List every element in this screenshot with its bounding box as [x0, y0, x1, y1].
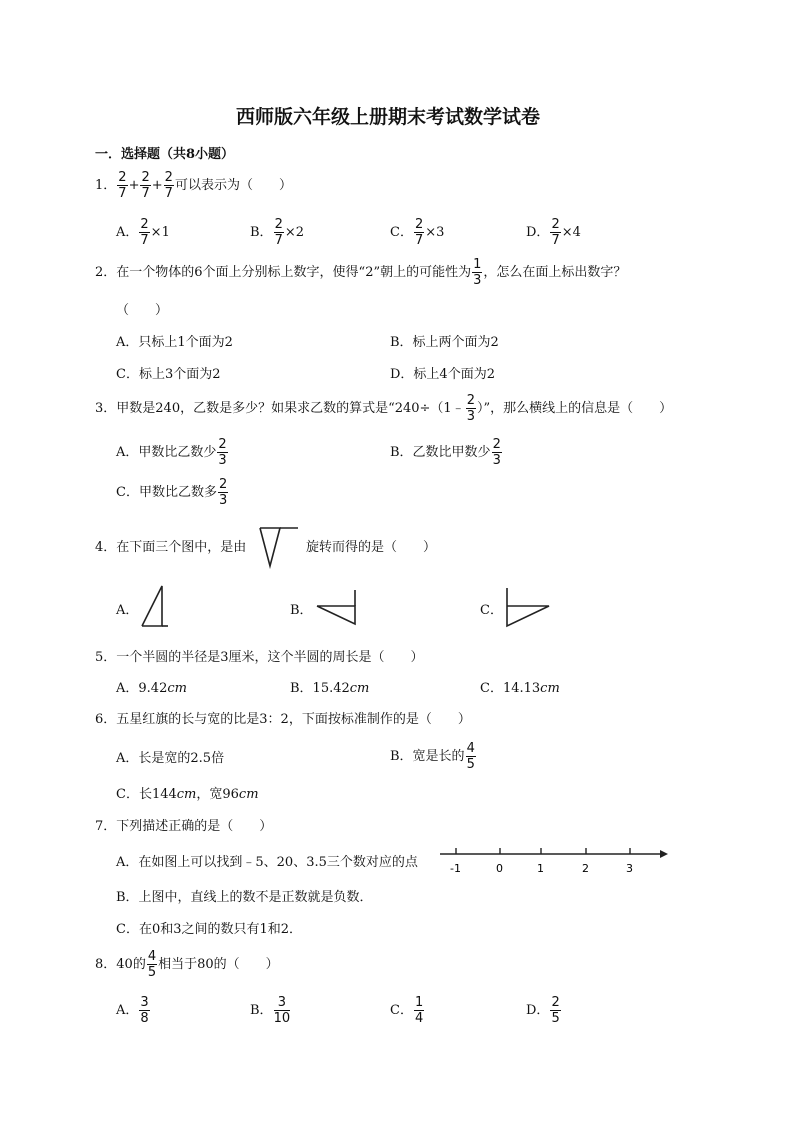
q8-option-c[interactable]: C． 1 4: [390, 995, 424, 1026]
question-6: 6．五星红旗的长与宽的比是3：2，下面按标准制作的是（ ）: [95, 712, 471, 727]
question-4-text: 4．在下面三个图中，是由: [95, 540, 247, 555]
q8-option-b[interactable]: B． 3 10: [250, 995, 291, 1026]
axis-label: -1: [450, 862, 461, 875]
q4-option-b-figure[interactable]: [315, 588, 361, 628]
question-5: 5．一个半圆的半径是3厘米，这个半圆的周长是（ ）: [95, 650, 424, 665]
question-7: 7．下列描述正确的是（ ）: [95, 819, 273, 834]
fraction: $\frac{2}{7}$: [164, 170, 173, 201]
q4-option-a-label[interactable]: A．: [116, 603, 139, 618]
q2-option-a[interactable]: A．只标上1个面为2: [116, 335, 233, 350]
question-3: 3．甲数是240，乙数是多少？如果求乙数的算式是“240÷（1﹣ 2 3 ）”，那么横线上的信息是（ ）: [95, 393, 673, 424]
fraction: 2 7: [118, 170, 127, 201]
q1-option-c[interactable]: C． $\frac{2}{7}$ ×3: [390, 217, 445, 248]
q4-reference-figure: [258, 526, 300, 568]
q5-option-a[interactable]: A．9.42cm: [116, 681, 187, 696]
fraction: $\frac{2}{7}$: [141, 170, 150, 201]
axis-label: 2: [582, 862, 589, 875]
q6-option-a[interactable]: A．长是宽的2.5倍: [116, 751, 225, 766]
q5-option-c[interactable]: C．14.13cm: [480, 681, 560, 696]
question-1: 1． 2 7 + $\frac{2}{7}$ + $\frac{2}{7}$ 可以表示为（ ）: [95, 170, 292, 201]
q3-option-b[interactable]: B．乙数比甲数少 2 3: [390, 437, 501, 468]
q7-option-a[interactable]: A．在如图上可以找到﹣5、20、3.5三个数对应的点: [116, 855, 418, 870]
q4-option-c-label[interactable]: C．: [480, 603, 503, 618]
page-title: 西师版六年级上册期末考试数学试卷: [236, 106, 541, 128]
q2-option-b[interactable]: B．标上两个面为2: [390, 335, 499, 350]
q7-option-c[interactable]: C．在0和3之间的数只有1和2．: [116, 922, 303, 937]
q2-option-c[interactable]: C．标上3个面为2: [116, 367, 221, 382]
question-4-tail: 旋转而得的是（ ）: [306, 540, 437, 555]
q7-option-b[interactable]: B．上图中，直线上的数不是正数就是负数．: [116, 890, 373, 905]
q1-option-b[interactable]: B． $\frac{2}{7}$ ×2: [250, 217, 305, 248]
axis-label: 3: [626, 862, 633, 875]
q4-option-b-label[interactable]: B．: [290, 603, 313, 618]
q1-option-d[interactable]: D． $\frac{2}{7}$ ×4: [526, 217, 581, 248]
q8-option-d[interactable]: D． 2 5: [526, 995, 560, 1026]
q3-option-c[interactable]: C．甲数比乙数多 2 3: [116, 477, 228, 508]
q5-option-b[interactable]: B．15.42cm: [290, 681, 370, 696]
q1-option-a[interactable]: A． $\frac{2}{7}$ ×1: [116, 217, 170, 248]
q2-paren: （ ）: [116, 303, 169, 318]
q3-option-a[interactable]: A．甲数比乙数少 2 3: [116, 437, 227, 468]
section-heading: 一．选择题（共8小题）: [95, 147, 235, 162]
q4-option-a-figure[interactable]: [140, 584, 170, 628]
q4-option-c-figure[interactable]: [503, 586, 553, 628]
question-8: 8．40的 4 5 相当于80的（ ）: [95, 949, 279, 980]
q8-option-a[interactable]: A． 3 8: [116, 995, 149, 1026]
q2-option-d[interactable]: D．标上4个面为2: [390, 367, 495, 382]
q7-number-line: [440, 842, 670, 878]
question-2: 2．在一个物体的6个面上分别标上数字，使得“2”朝上的可能性为 1 3 ，怎么在面上标出数字？: [95, 257, 627, 288]
q6-option-b[interactable]: B．宽是长的 4 5: [390, 741, 475, 772]
axis-label: 1: [537, 862, 544, 875]
q6-option-c[interactable]: C．长144cm，宽96cm: [116, 787, 259, 802]
axis-label: 0: [496, 862, 503, 875]
